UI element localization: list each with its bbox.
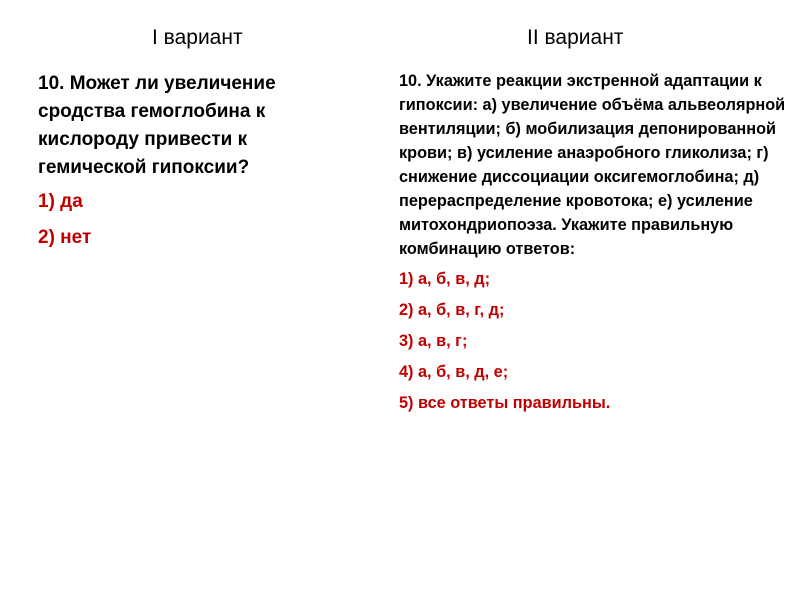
variant-2-answer-1: 1) а, б, в, д; [399,270,491,288]
variant-2-answer-2: 2) а, б, в, г, д; [399,301,505,319]
variant-1-answer-1: 1) да [38,191,83,212]
variant-2-answer-5: 5) все ответы правильны. [399,394,611,412]
variant-1-answer-2: 2) нет [38,227,92,248]
variant-2-answer-3: 3) а, в, г; [399,332,468,350]
variant-1-answer-list [38,188,358,252]
variant-2-answer-list [399,267,789,415]
variant-2-heading: II вариант [527,26,624,49]
variant-1-question: 10. Может ли увеличение сродства гемоглобина к кислороду привести к гемической гипоксии? [38,73,276,178]
variant-1-column [38,70,358,260]
variant-2-question: 10. Укажите реакции экстренной адаптации к гипоксии: а) увеличение объёма альвеолярной вентиляции; б) мобилизация депонированной крови; в) усиление анаэробного гликолиза; г) снижение диссоциации оксигемоглобина; д) перераспределение кровотока; е) усиление митохондриопоэза. Укажите правильную комбинацию ответов: [399,72,786,258]
variant-2-column [399,69,789,422]
variant-2-answer-4: 4) а, б, в, д, е; [399,363,509,381]
variant-1-heading: I вариант [152,26,243,49]
